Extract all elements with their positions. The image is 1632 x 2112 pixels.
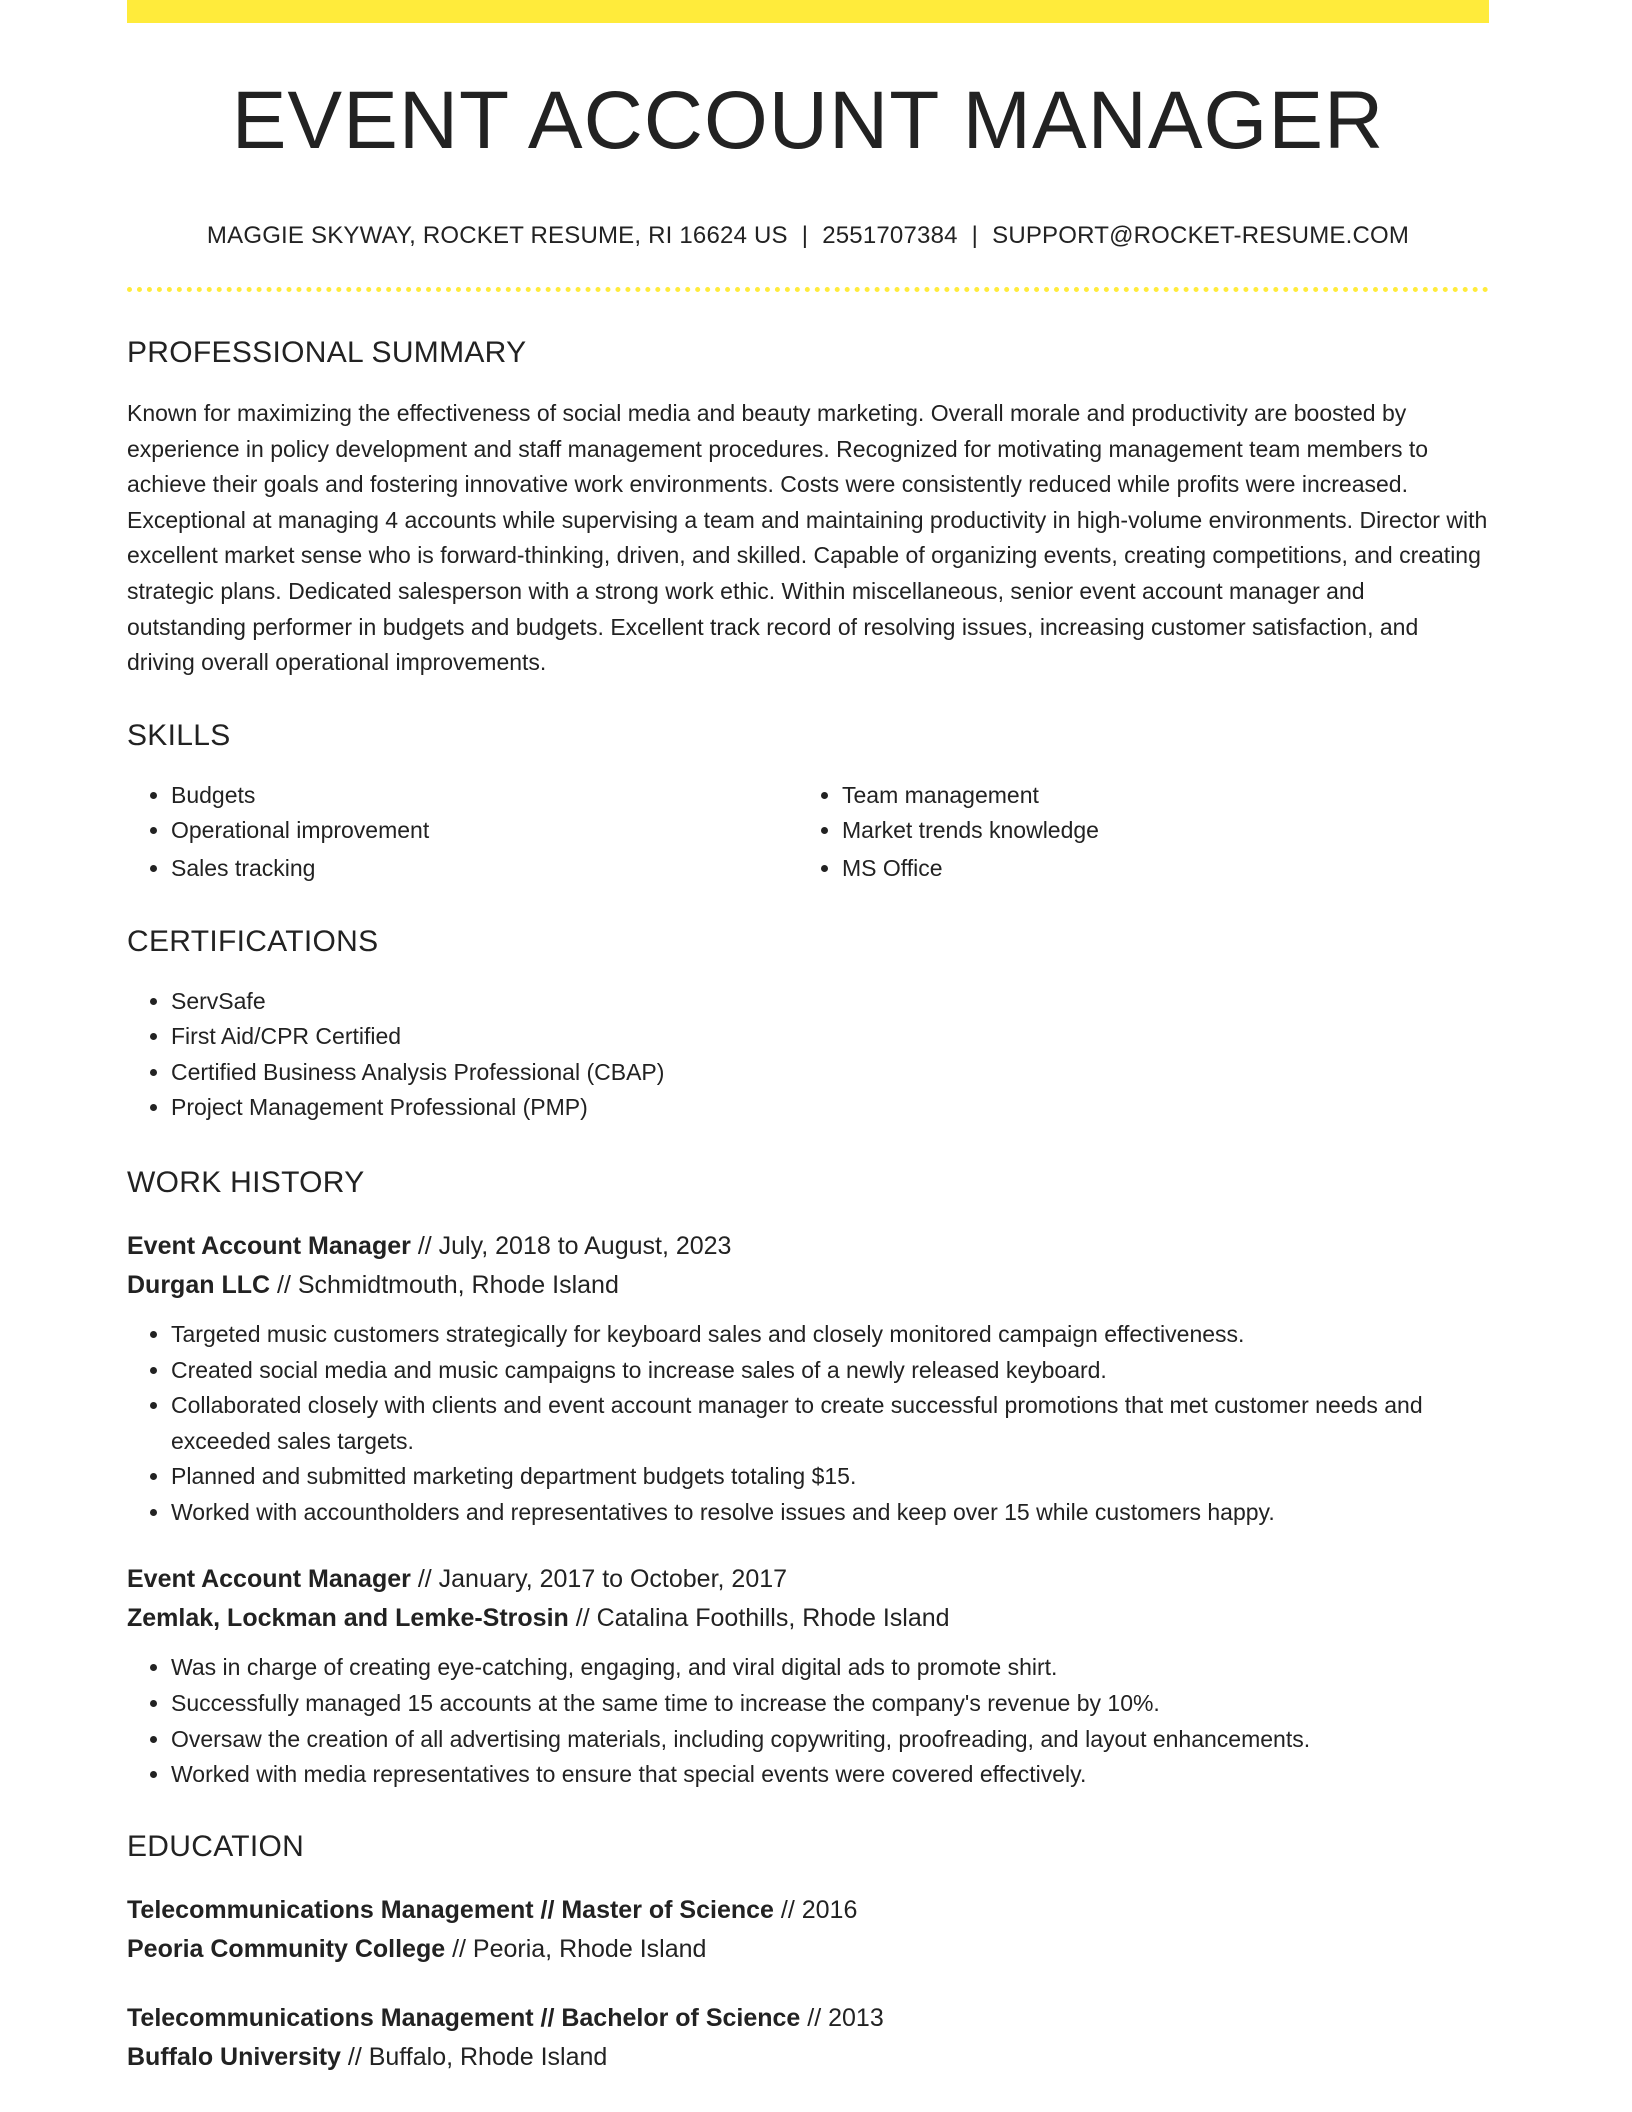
job-bullet: • Targeted music customers strategically for keyboard sales and closely monitored campaign effectiveness. — [171, 1317, 1489, 1353]
section-heading: CERTIFICATIONS — [127, 924, 379, 958]
contact-address: MAGGIE SKYWAY, ROCKET RESUME, RI 16624 US — [206, 222, 788, 249]
job-company-line — [127, 1599, 1489, 1638]
job-bullet-list — [127, 1650, 1489, 1792]
certification-item: • Project Management Professional (PMP) — [171, 1090, 1489, 1126]
certification-item: • First Aid/CPR Certified — [171, 1019, 1489, 1055]
job-title: Event Account Manager — [127, 1565, 411, 1594]
skill-item: • MS Office — [842, 851, 1469, 887]
job-bullet: • Successfully managed 15 accounts at the same time to increase the company's revenue by 10%. — [171, 1686, 1489, 1722]
contact-separator: | — [801, 222, 809, 249]
job-company: Zemlak, Lockman and Lemke-Strosin — [127, 1604, 569, 1633]
education-school: Peoria Community College — [127, 1934, 446, 1963]
education-location: // Peoria, Rhode Island — [452, 1934, 707, 1963]
skill-item: • Operational improvement — [171, 813, 798, 849]
job-location: // Catalina Foothills, Rhode Island — [575, 1604, 950, 1633]
section-heading: WORK HISTORY — [127, 1165, 365, 1199]
education-entry — [127, 1891, 1489, 1969]
resume-name: EVENT ACCOUNT MANAGER — [231, 75, 1385, 166]
skills-section — [127, 718, 1489, 887]
certification-item: • ServSafe — [171, 984, 1489, 1020]
skills-grid — [127, 778, 1489, 887]
education-school-line — [127, 1930, 1489, 1969]
job-bullet: • Planned and submitted marketing department budgets totaling $15. — [171, 1459, 1489, 1495]
certification-item: • Certified Business Analysis Professional (CBAP) — [171, 1055, 1489, 1091]
skill-item: • Sales tracking — [171, 851, 798, 887]
section-heading: PROFESSIONAL SUMMARY — [127, 336, 527, 369]
skill-item: • Market trends knowledge — [842, 813, 1469, 849]
job-bullet: • Was in charge of creating eye-catching, engaging, and viral digital ads to promote shirt. — [171, 1650, 1489, 1686]
job-bullet: • Collaborated closely with clients and event account manager to create successful promotions that met customer needs and exceeded sales targets. — [171, 1388, 1489, 1459]
dotted-divider — [127, 287, 1489, 292]
education-school-line — [127, 2038, 1489, 2077]
contact-line — [127, 224, 1489, 248]
job-bullet: • Worked with accountholders and representatives to resolve issues and keep over 15 while customers happy. — [171, 1495, 1489, 1531]
contact-email: SUPPORT@ROCKET-RESUME.COM — [992, 222, 1410, 249]
job-company-line — [127, 1266, 1489, 1305]
job-bullet-list — [127, 1317, 1489, 1531]
job-location: // Schmidtmouth, Rhode Island — [277, 1270, 619, 1299]
job-bullet: • Oversaw the creation of all advertising materials, including copywriting, proofreading, and layout enhancements. — [171, 1722, 1489, 1758]
contact-separator: | — [971, 222, 979, 249]
job-entry — [127, 1560, 1489, 1792]
job-dates: // July, 2018 to August, 2023 — [417, 1231, 732, 1260]
education-year: // 2016 — [780, 1895, 858, 1924]
education-degree: Telecommunications Management // Bachelor of Science — [127, 2003, 801, 2032]
section-heading: EDUCATION — [127, 1829, 305, 1863]
education-degree-line — [127, 1891, 1489, 1930]
work-history-section — [127, 1165, 1489, 1793]
job-dates: // January, 2017 to October, 2017 — [417, 1565, 788, 1594]
education-location: // Buffalo, Rhode Island — [347, 2042, 608, 2071]
summary-text: Known for maximizing the effectiveness of social media and beauty marketing. Overall morale and productivity are boosted by experience in policy development and staff management procedures. Recognized for motivating management team members to achieve their goals and fostering innovative work environments. Costs were consistently reduced while profits were increased. Exceptional at managing 4 accounts while supervising a team and maintaining productivity in high-volume environments. Director with excellent market sense who is forward-thinking, driven, and skilled. Capable of organizing events, creating competitions, and creating strategic plans. Dedicated salesperson with a strong work ethic. Within miscellaneous, senior event account manager and outstanding performer in budgets and budgets. Excellent track record of resolving issues, increasing customer satisfaction, and driving overall operational improvements. — [127, 400, 1488, 676]
education-section — [127, 1829, 1489, 2077]
job-title-line — [127, 1560, 1489, 1599]
job-company: Durgan LLC — [127, 1270, 271, 1299]
education-degree: Telecommunications Management // Master of Science — [127, 1895, 774, 1924]
job-title-line — [127, 1227, 1489, 1266]
skill-item: • Budgets — [171, 778, 798, 814]
certifications-section — [127, 924, 1489, 1126]
education-degree-line — [127, 1999, 1489, 2038]
resume-content — [127, 0, 1489, 2077]
education-entry — [127, 1999, 1489, 2077]
skills-list-left — [127, 778, 798, 887]
job-entry — [127, 1227, 1489, 1531]
job-bullet: • Worked with media representatives to ensure that special events were covered effectively. — [171, 1757, 1489, 1793]
skills-list-right — [798, 778, 1469, 887]
contact-phone: 2551707384 — [822, 222, 958, 249]
education-year: // 2013 — [807, 2003, 884, 2032]
job-title: Event Account Manager — [127, 1231, 411, 1260]
job-bullet: • Created social media and music campaigns to increase sales of a newly released keyboard. — [171, 1353, 1489, 1389]
summary-section — [127, 338, 1489, 681]
certifications-list — [127, 984, 1489, 1126]
education-school: Buffalo University — [127, 2042, 341, 2071]
section-heading: SKILLS — [127, 718, 231, 752]
skill-item: • Team management — [842, 778, 1469, 814]
